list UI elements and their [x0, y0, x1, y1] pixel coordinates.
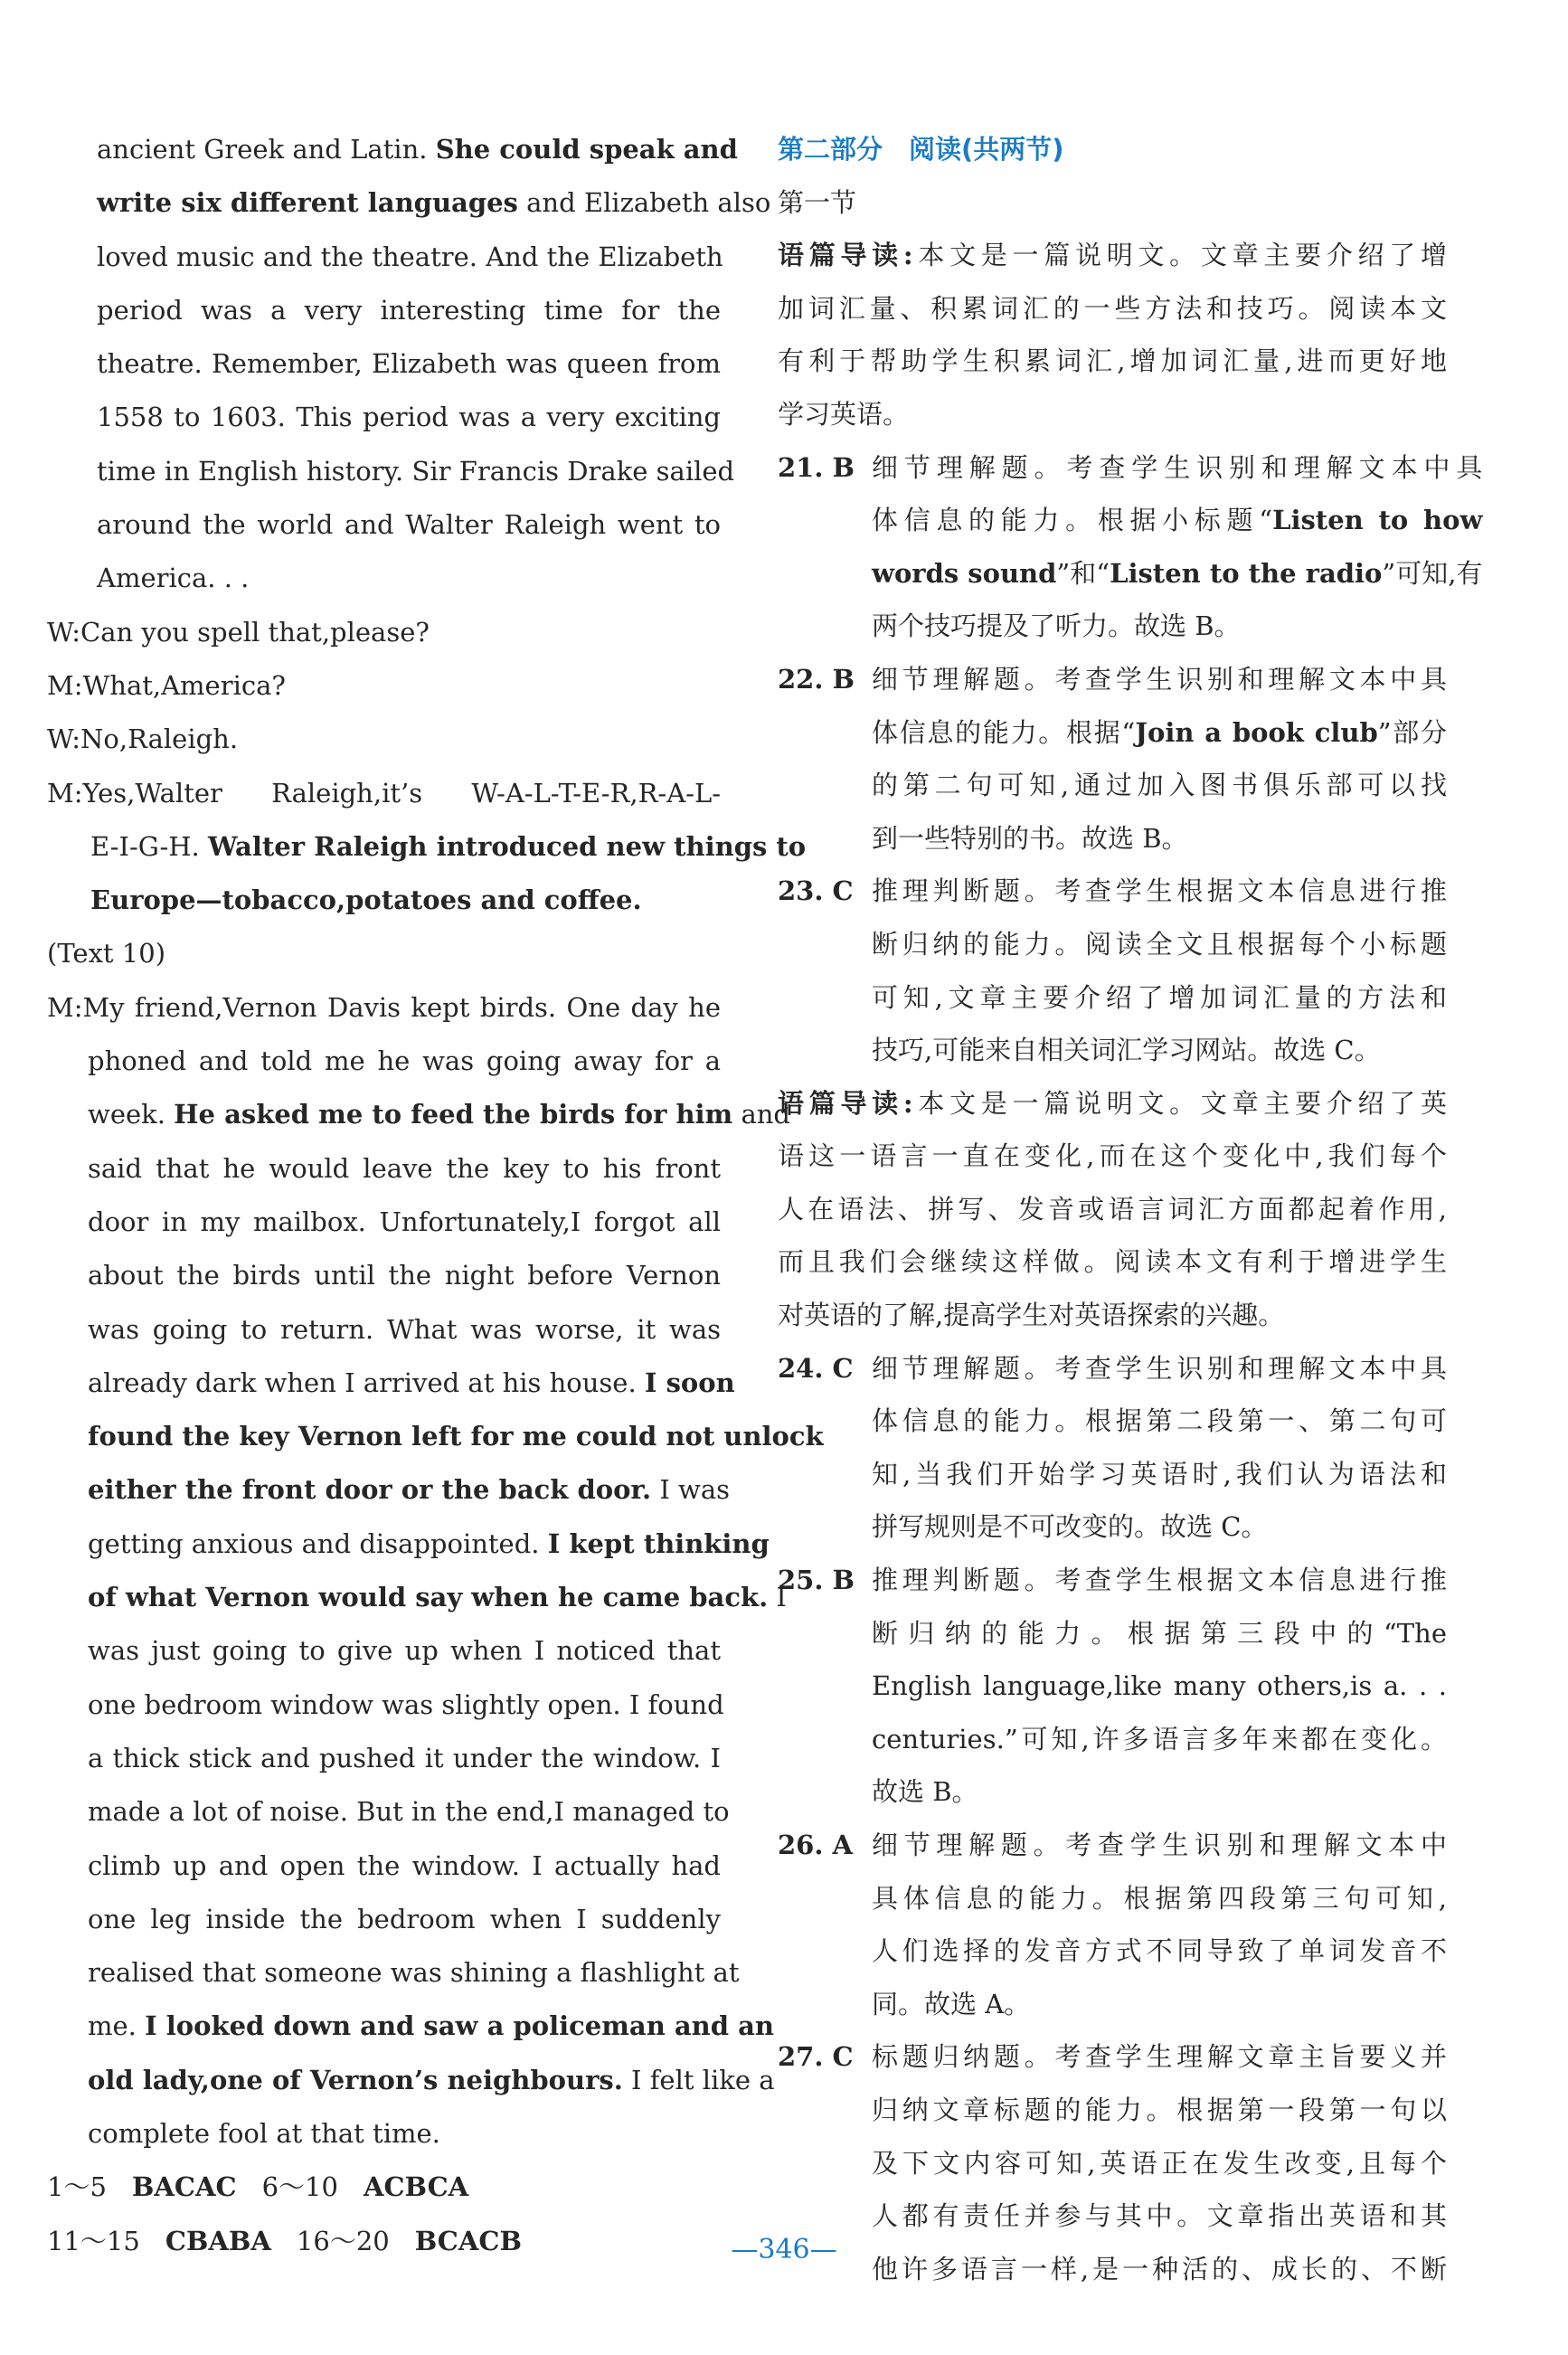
- text-line: around the world and Walter Raleigh went to: [97, 509, 721, 541]
- guide-line: 有利于帮助学生积累词汇,增加词汇量,进而更好地: [778, 345, 1447, 377]
- subsection-title: 第一节: [778, 186, 857, 218]
- text-line: America. . .: [97, 563, 250, 594]
- text-line: was just going to give up when I noticed that: [88, 1635, 721, 1667]
- text-line: a thick stick and pushed it under the window. I: [88, 1742, 721, 1773]
- guide-line: 语篇导读:本文是一篇说明文。文章主要介绍了增: [778, 240, 1447, 271]
- page-number: —346—: [731, 2234, 837, 2265]
- question-number: 22. B: [778, 663, 855, 695]
- text-line: already dark when I arrived at his house. I soon: [88, 1367, 735, 1398]
- text-line: loved music and the theatre. And the Elizabeth: [97, 241, 723, 272]
- text-line: climb up and open the window. I actually had: [88, 1849, 721, 1881]
- dialog-line: W:No,Raleigh.: [47, 724, 239, 755]
- guide-line: 而且我们会继续这样做。阅读本文有利于增进学生: [778, 1246, 1447, 1278]
- answer-key-row: 11～15 CBABA 16～20 BCACB: [47, 2225, 522, 2256]
- question-number: 26. A: [778, 1830, 854, 1860]
- text-line: about the birds until the night before Vernon: [88, 1260, 721, 1291]
- guide-line: 对英语的了解,提高学生对英语探索的兴趣。: [778, 1300, 1285, 1331]
- text-line: made a lot of noise. But in the end,I managed to: [88, 1796, 730, 1828]
- text-line: either the front door or the back door. I was: [88, 1474, 731, 1506]
- text-line: found the key Vernon left for me could not unlock: [88, 1421, 824, 1452]
- text-line: one bedroom window was slightly open. I found: [88, 1688, 724, 1720]
- guide-line: 语这一语言一直在变化,而在这个变化中,我们每个: [778, 1140, 1447, 1172]
- right-column: [778, 123, 1483, 2295]
- question-number: 23. C: [778, 875, 854, 907]
- text-line: phoned and told me he was going away for a: [88, 1045, 721, 1077]
- question-number: 21. B: [778, 451, 855, 483]
- text-line: ancient Greek and Latin. She could speak and: [97, 134, 738, 165]
- text-line: realised that someone was shining a flashlight at: [88, 1957, 740, 1989]
- text-label: (Text 10): [47, 938, 166, 969]
- text-line: me. I looked down and saw a policeman and an: [88, 2010, 775, 2042]
- dialog-line: M:Yes,Walter Raleigh,it’s W-A-L-T-E-R,R-A-L-: [47, 777, 721, 809]
- text-line: write six different languages and Elizabeth also: [97, 187, 771, 219]
- question-number: 25. B: [778, 1565, 855, 1596]
- guide-line: 学习英语。: [778, 398, 910, 430]
- answer-21: 21. B 细节理解题。考查学生识别和理解文本中具 体信息的能力。根据小标题“Listen to how words sound”和“Listen to the radio”可知,有 两个技巧提及了听力。故选 B。: [778, 441, 1447, 653]
- dialog-line: W:Can you spell that,please?: [47, 616, 430, 648]
- guide-line: 人在语法、拼写、发音或语言词汇方面都起着作用,: [778, 1193, 1447, 1225]
- text-line: one leg inside the bedroom when I suddenly: [88, 1903, 721, 1934]
- text-line: door in my mailbox. Unfortunately,I forgot all: [88, 1206, 721, 1237]
- dialog-line: M:My friend,Vernon Davis kept birds. One day he: [47, 991, 721, 1023]
- text-line: time in English history. Sir Francis Drake sailed: [97, 455, 735, 487]
- text-line: period was a very interesting time for the: [97, 294, 721, 326]
- section-title: 第二部分 阅读(共两节): [778, 134, 1064, 165]
- answer-23: 23. C 推理判断题。考查学生根据文本信息进行推 断归纳的能力。阅读全文且根据每个小标题 可知,文章主要介绍了增加词汇量的方法和 技巧,可能来自相关词汇学习网站。故选 C。: [778, 865, 1447, 1076]
- text-line: theatre. Remember, Elizabeth was queen from: [97, 348, 721, 380]
- dialog-line: M:What,America?: [47, 669, 286, 701]
- guide-line: 语篇导读:本文是一篇说明文。文章主要介绍了英: [778, 1087, 1447, 1119]
- guide-line: 加词汇量、积累词汇的一些方法和技巧。阅读本文: [778, 292, 1447, 324]
- answer-26: 26. A 细节理解题。考查学生识别和理解文本中 具体信息的能力。根据第四段第三句可知, 人们选择的发音方式不同导致了单词发音不 同。故选 A。: [778, 1819, 1447, 2030]
- question-number: 24. C: [778, 1352, 854, 1384]
- text-line: getting anxious and disappointed. I kept thinking: [88, 1527, 770, 1559]
- text-line: Europe—tobacco,potatoes and coffee.: [90, 884, 642, 916]
- text-line: old lady,one of Vernon’s neighbours. I felt like a: [88, 2064, 775, 2095]
- text-line: 1558 to 1603. This period was a very exciting: [97, 402, 721, 433]
- answer-22: 22. B 细节理解题。考查学生识别和理解文本中具 体信息的能力。根据“Join a book club”部分 的第二句可知,通过加入图书俱乐部可以找 到一些特别的书。故选 B。: [778, 653, 1447, 865]
- text-line: of what Vernon would say when he came back. I: [88, 1582, 787, 1613]
- answer-25: 25. B 推理判断题。考查学生根据文本信息进行推 断归纳的能力。根据第三段中的“The English language,like many others,is a. . . centuries.”可知,许多语言多年来都在变化。 故选 B。: [778, 1554, 1447, 1819]
- text-line: E-I-G-H. Walter Raleigh introduced new things to: [90, 830, 807, 862]
- text-line: complete fool at that time.: [88, 2117, 440, 2149]
- text-line: was going to return. What was worse, it was: [88, 1313, 721, 1345]
- answer-27: 27. C 标题归纳题。考查学生理解文章主旨要义并 归纳文章标题的能力。根据第一段第一句以 及下文内容可知,英语正在发生改变,且每个 人都有责任并参与其中。文章指出英语和其 他许多语言一样,是一种活的、成长的、不断: [778, 2030, 1447, 2295]
- text-line: said that he would leave the key to his front: [88, 1152, 721, 1184]
- answer-key-row: 1～5 BACAC 6～10 ACBCA: [47, 2171, 469, 2203]
- answer-24: 24. C 细节理解题。考查学生识别和理解文本中具 体信息的能力。根据第二段第一、第二句可 知,当我们开始学习英语时,我们认为语法和 拼写规则是不可改变的。故选 C。: [778, 1342, 1447, 1554]
- question-number: 27. C: [778, 2041, 854, 2073]
- text-line: week. He asked me to feed the birds for him and: [88, 1099, 790, 1130]
